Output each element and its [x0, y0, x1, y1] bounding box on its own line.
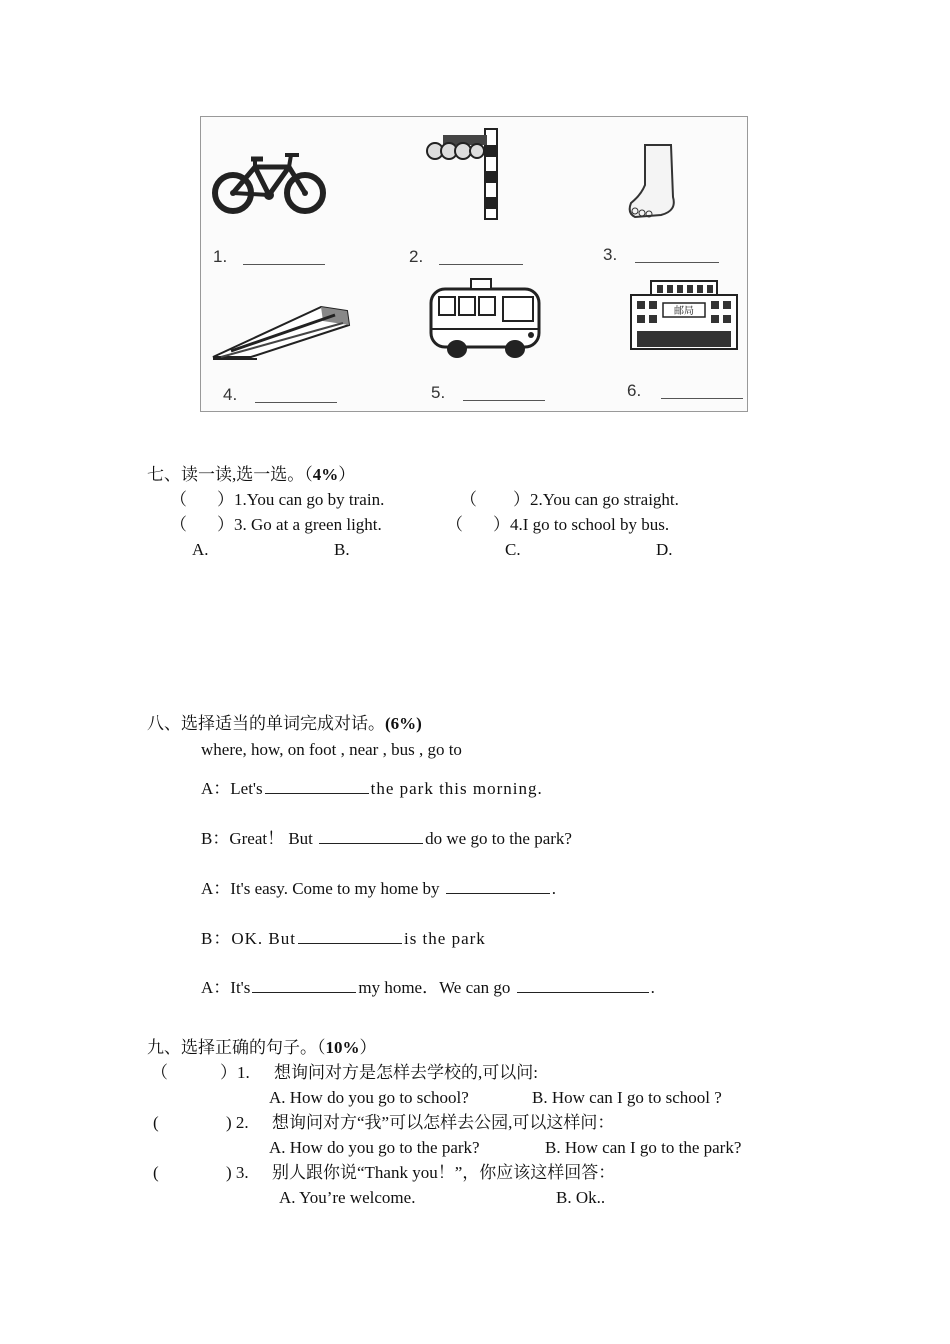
dialogue-blank-3[interactable]	[446, 881, 550, 894]
dialogue-line-5: A：It's my home．We can go .	[201, 978, 655, 997]
q7-2-paren[interactable]: （	[460, 490, 477, 509]
dialogue-blank-4[interactable]	[298, 931, 402, 944]
dialogue-line-3: A：It's easy. Come to my home by .	[201, 879, 557, 898]
q9-1-option-a: A. How do you go to school?	[269, 1088, 469, 1107]
q9-3-text: 别人跟你说“Thank you！”，你应该这样回答：	[272, 1163, 616, 1182]
option-a: A.	[192, 540, 209, 559]
word-bank: where, how, on foot , near , bus , go to	[201, 740, 462, 759]
q7-2: ）2.You can go straight.	[513, 490, 679, 509]
q9-1-option-b: B. How can I go to school ?	[532, 1088, 722, 1107]
bus-icon	[427, 275, 547, 361]
dialogue-line-2: B：Great！ But do we go to the park?	[201, 829, 572, 848]
traffic-light-icon	[423, 125, 513, 221]
q7-4-paren[interactable]: （	[446, 515, 463, 534]
q9-3-option-b: B. Ok..	[556, 1188, 606, 1207]
q7-3-paren[interactable]: （	[170, 515, 187, 534]
q7-3: ）3. Go at a green light.	[217, 515, 382, 534]
section9-title: 九、选择正确的句子。（10%）	[147, 1038, 377, 1057]
answer-blank-1[interactable]	[243, 264, 325, 265]
dialogue-blank-6[interactable]	[517, 980, 649, 993]
section7-title: 七、读一读,选一选。（4%）	[147, 465, 356, 484]
q9-1-number: ）1.	[220, 1063, 250, 1082]
q9-3-number: ) 3.	[226, 1163, 249, 1182]
section8-title: 八、选择适当的单词完成对话。(6%)	[147, 714, 422, 733]
answer-blank-5[interactable]	[463, 400, 545, 401]
bicycle-icon	[211, 149, 327, 219]
train-icon	[211, 295, 351, 365]
picture-number-2: 2.	[409, 247, 424, 266]
q7-1-paren[interactable]: （	[170, 490, 187, 509]
picture-number-1: 1.	[213, 247, 228, 266]
dialogue-line-1: A：Let's the park this morning.	[201, 779, 543, 798]
answer-blank-3[interactable]	[635, 262, 719, 263]
dialogue-blank-5[interactable]	[252, 980, 356, 993]
picture-number-5: 5.	[431, 383, 446, 402]
dialogue-line-4: B：OK. But is the park	[201, 929, 486, 948]
q9-3-paren[interactable]: (	[153, 1163, 159, 1182]
post-office-icon	[627, 277, 741, 353]
q9-2-option-b: B. How can I go to the park?	[545, 1138, 742, 1157]
picture-number-4: 4.	[223, 385, 238, 404]
answer-blank-4[interactable]	[255, 402, 337, 403]
picture-number-6: 6.	[627, 381, 642, 400]
option-c: C.	[505, 540, 521, 559]
foot-icon	[625, 141, 695, 221]
q9-2-number: ) 2.	[226, 1113, 249, 1132]
dialogue-blank-1[interactable]	[265, 781, 369, 794]
picture-number-3: 3.	[603, 245, 618, 264]
q9-2-text: 想询问对方“我”可以怎样去公园,可以这样问：	[272, 1113, 615, 1132]
answer-blank-6[interactable]	[661, 398, 743, 399]
q7-4: ）4.I go to school by bus.	[493, 515, 670, 534]
q7-1: ）1.You can go by train.	[217, 490, 385, 509]
post-office-sign: 邮局	[674, 306, 694, 317]
answer-blank-2[interactable]	[439, 264, 523, 265]
q9-2-paren[interactable]: (	[153, 1113, 159, 1132]
picture-panel	[200, 116, 748, 412]
q9-3-option-a: A. You’re welcome.	[279, 1188, 416, 1207]
option-b: B.	[334, 540, 350, 559]
option-d: D.	[656, 540, 673, 559]
q9-2-option-a: A. How do you go to the park?	[269, 1138, 480, 1157]
q9-1-paren[interactable]: （	[151, 1063, 168, 1082]
dialogue-blank-2[interactable]	[319, 831, 423, 844]
q9-1-text: 想询问对方是怎样去学校的,可以问:	[274, 1063, 538, 1082]
